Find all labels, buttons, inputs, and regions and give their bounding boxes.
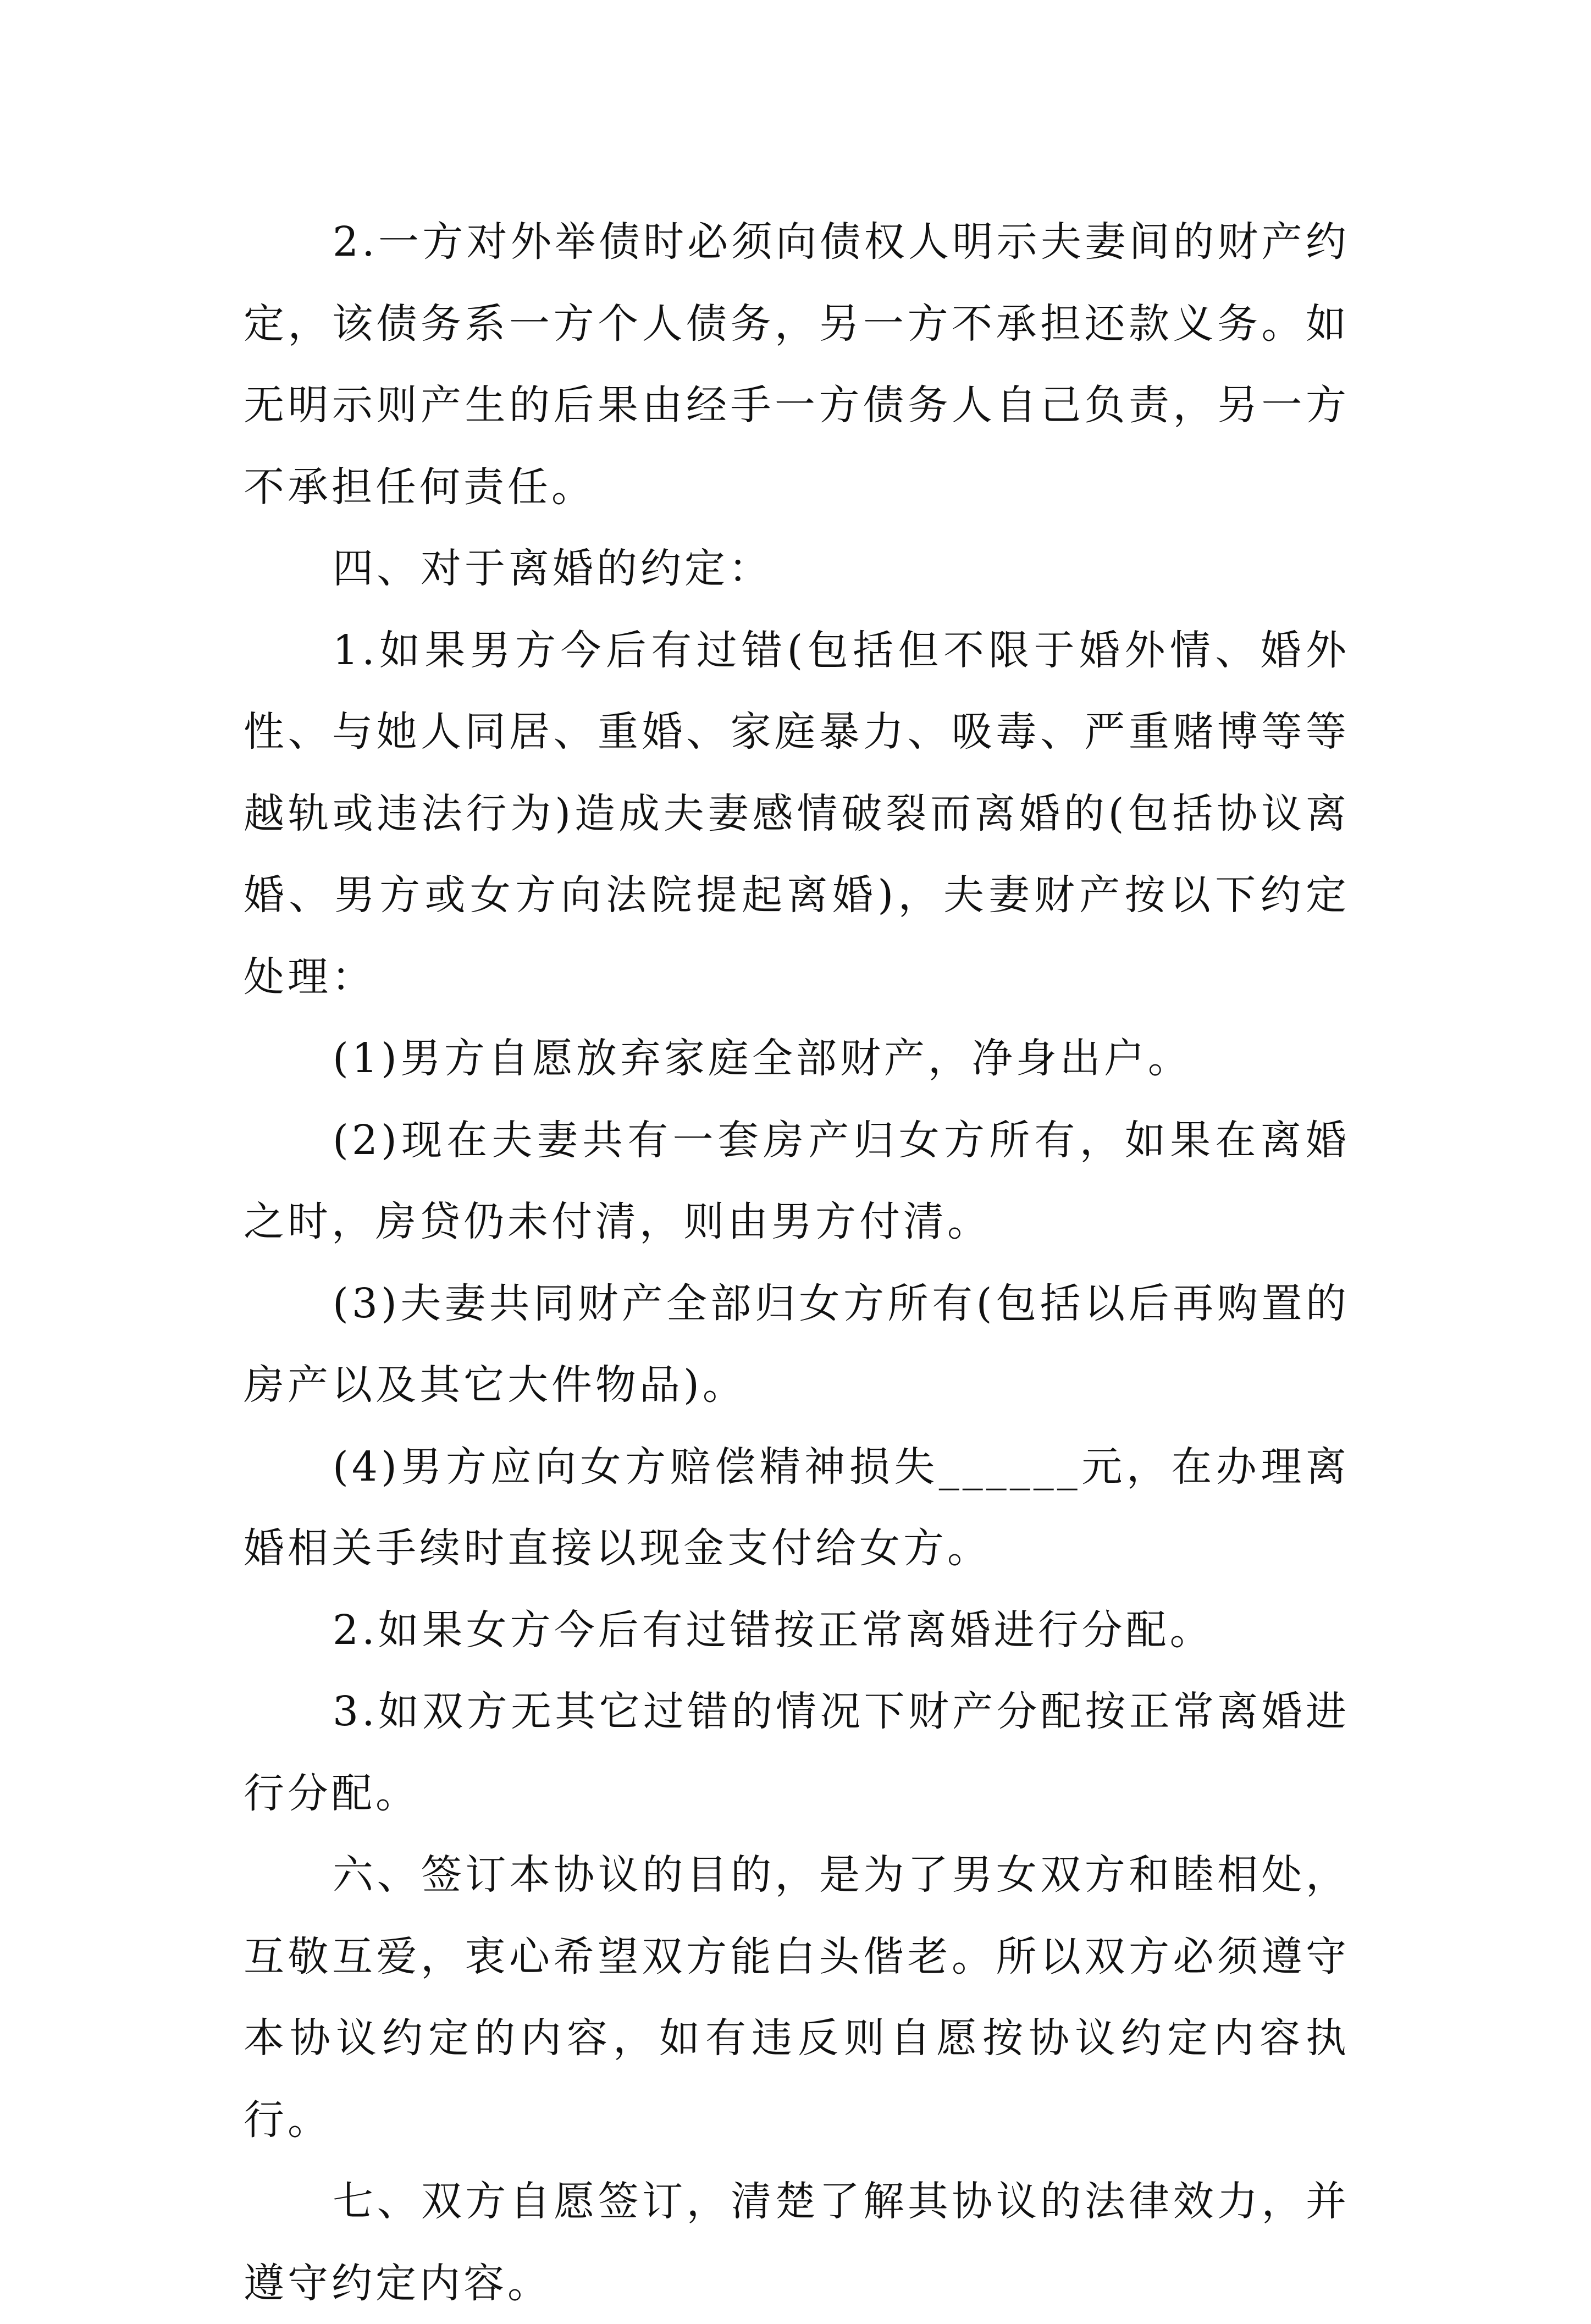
paragraph-section-6: 六、签订本协议的目的，是为了男女双方和睦相处，互敬互爱，衷心希望双方能白头偕老。所以双方必须遵守本协议约定的内容，如有违反则自愿按协议约定内容执行。 (244, 1851, 1350, 2144)
paragraph-divorce-clause-1: 1.如果男方今后有过错(包括但不限于婚外情、婚外性、与她人同居、重婚、家庭暴力、吸毒、严重赌博等等越轨或违法行为)造成夫妻感情破裂而离婚的(包括协议离婚、男方或女方向法院提起离婚)，夫妻财产按以下约定处理： (244, 626, 1350, 1001)
paragraph-section-7: 七、双方自愿签订，清楚了解其协议的法律效力，并遵守约定内容。 (244, 2178, 1350, 2307)
paragraph-item-4: (4)男方应向女方赔偿精神损失______元，在办理离婚相关手续时直接以现金支付给女方。 (244, 1443, 1350, 1572)
paragraph-item-1: (1)男方自愿放弃家庭全部财产，净身出户。 (333, 1035, 1192, 1082)
paragraph-item-2: (2)现在夫妻共有一套房产归女方所有，如果在离婚之时，房贷仍未付清，则由男方付清。 (244, 1116, 1350, 1245)
paragraph-item-3: (3)夫妻共同财产全部归女方所有(包括以后再购置的房产以及其它大件物品)。 (244, 1279, 1350, 1409)
section-heading-divorce: 四、对于离婚的约定： (333, 545, 772, 592)
paragraph-divorce-clause-3: 3.如双方无其它过错的情况下财产分配按正常离婚进行分配。 (244, 1688, 1350, 1817)
document-body (244, 201, 1350, 2324)
paragraph-debt-clause-2: 2.一方对外举债时必须向债权人明示夫妻间的财产约定，该债务系一方个人债务，另一方不承担还款义务。如无明示则产生的后果由经手一方债务人自己负责，另一方不承担任何责任。 (244, 218, 1350, 511)
paragraph-divorce-clause-2: 2.如果女方今后有过错按正常离婚进行分配。 (333, 1606, 1214, 1654)
